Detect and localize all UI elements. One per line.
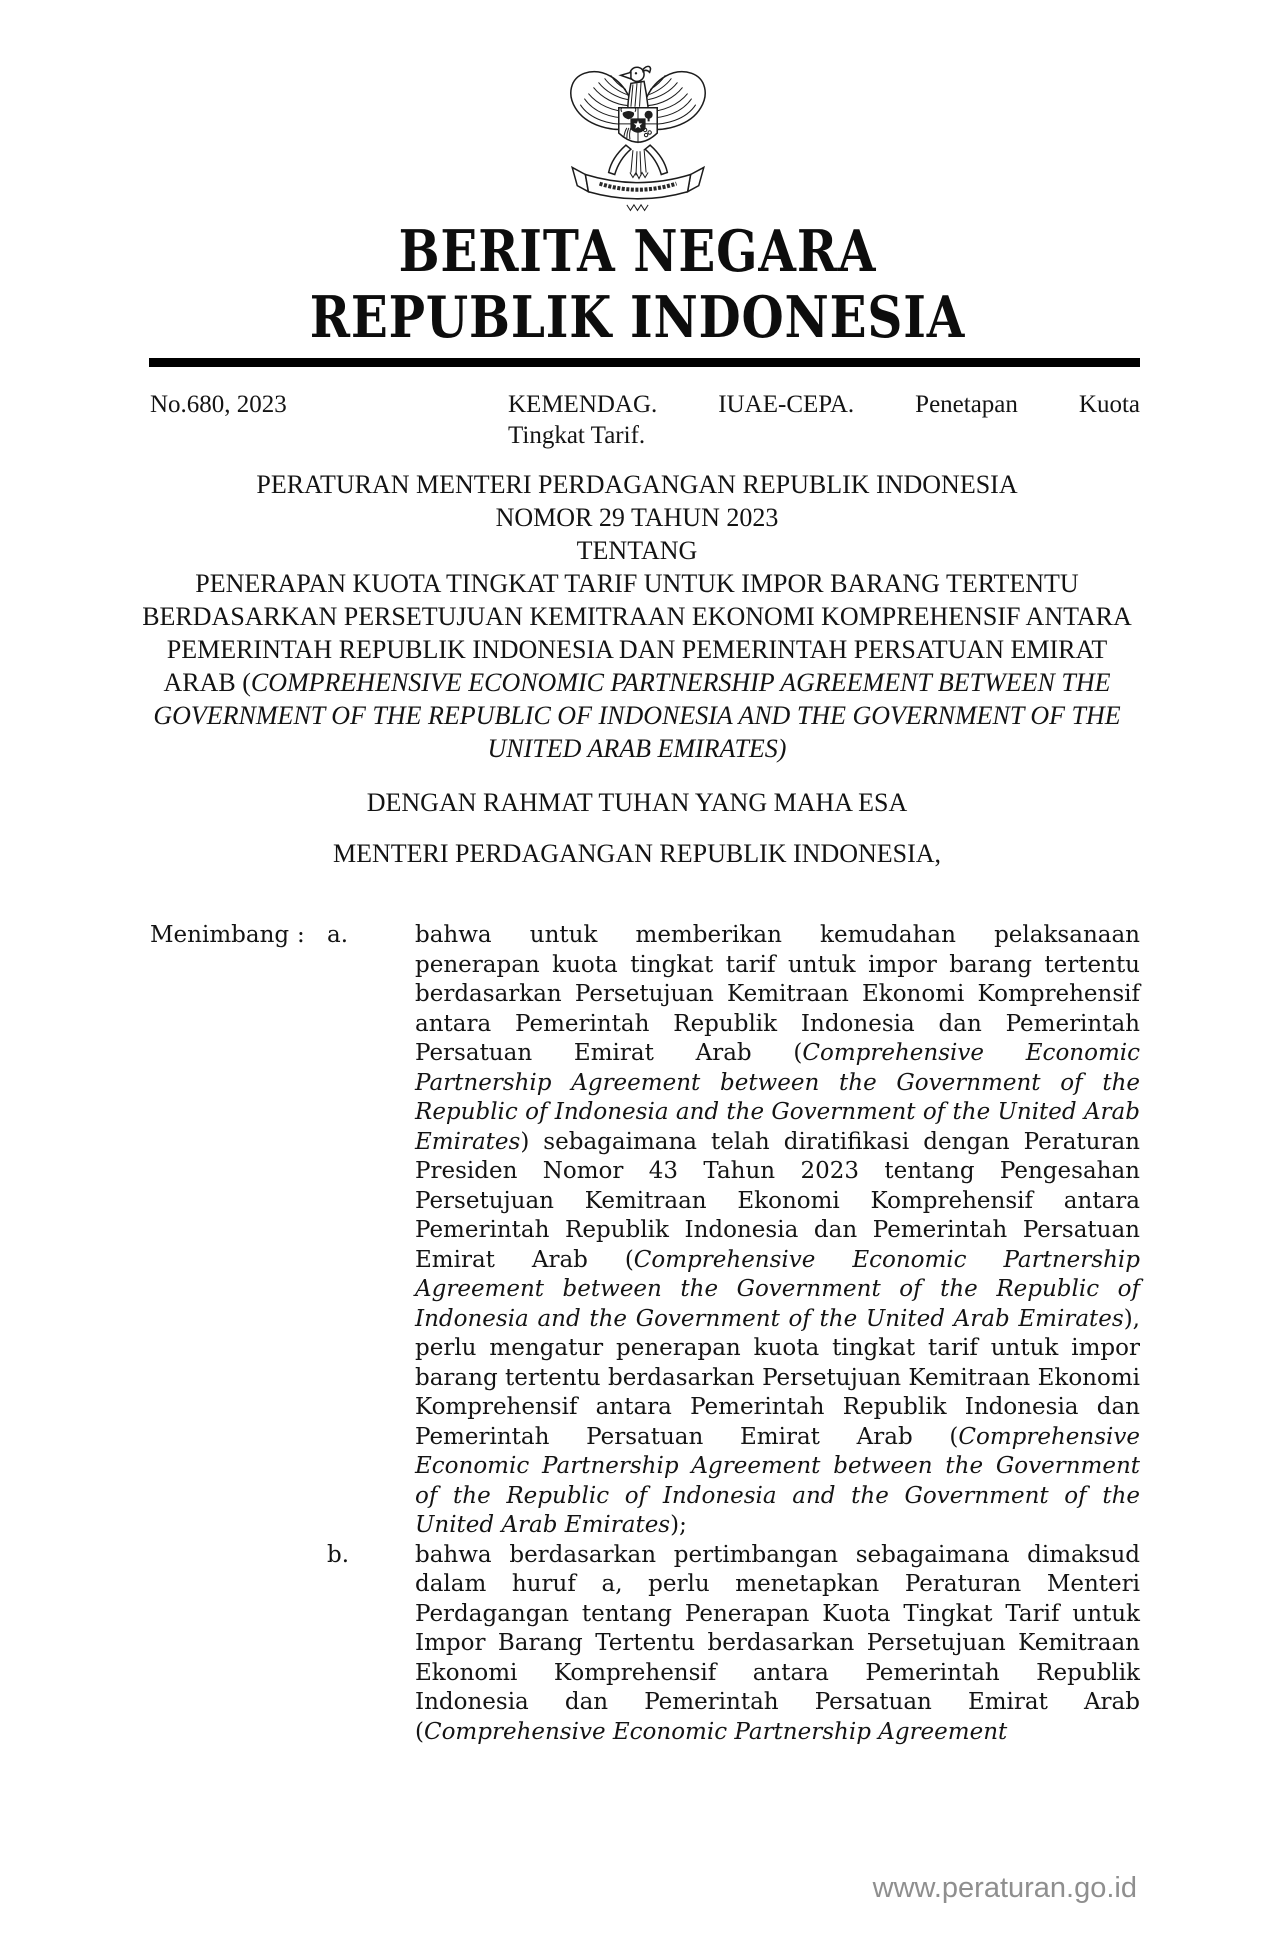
masthead-line-1: BERITA NEGARA xyxy=(398,218,877,285)
consideration-item xyxy=(327,921,1140,1541)
consideration-text: bahwa berdasarkan pertimbangan sebagaimana dimaksud dalam huruf a, perlu menetapkan Peraturan Menteri Perdagangan tentang Penerapan Kuota Tingkat Tarif untuk Impor Barang Tertentu berdasarkan Persetujuan Kemitraan Ekonomi Komprehensif antara Pemerintah Republik Indonesia dan Pemerintah Persatuan Emirat Arab (Comprehensive Economic Partnership Agreement xyxy=(415,1541,1140,1745)
consideration-letter: b. xyxy=(327,1541,350,1568)
decree-title-line-2: NOMOR 29 TAHUN 2023 xyxy=(495,503,779,532)
considerations-label: Menimbang xyxy=(150,922,290,948)
considerations-section xyxy=(150,921,1140,1747)
considerations-list xyxy=(327,921,1140,1747)
gazette-subject xyxy=(508,389,1140,451)
gazette-number: No.680, 2023 xyxy=(150,391,287,418)
decree-title-line-3: TENTANG xyxy=(576,536,698,565)
masthead-line-2: REPUBLIK INDONESIA xyxy=(309,284,966,351)
footer-url: www.peraturan.go.id xyxy=(872,1872,1137,1904)
decree-title-subject-italic: COMPREHENSIVE ECONOMIC PARTNERSHIP AGREEMENT BETWEEN THE GOVERNMENT OF THE REPUBLIC OF INDONESIA AND THE GOVERNMENT OF THE UNITED ARAB EMIRATES) xyxy=(153,668,1121,763)
consideration-item xyxy=(327,1541,1140,1748)
considerations-colon: : xyxy=(297,922,305,948)
garuda-pancasila-emblem xyxy=(557,48,719,215)
consideration-letter: a. xyxy=(327,922,349,948)
decree-title-subject xyxy=(137,567,1137,765)
gazette-subject-line-2: Tingkat Tarif. xyxy=(508,422,646,449)
decree-title-subject-plain: PENERAPAN KUOTA TINGKAT TARIF UNTUK IMPOR BARANG TERTENTU BERDASARKAN PERSETUJUAN KEMITRAAN EKONOMI KOMPREHENSIF ANTARA PEMERINTAH REPUBLIK INDONESIA DAN PEMERINTAH PERSATUAN EMIRAT ARAB ( xyxy=(142,569,1132,697)
masthead-rule xyxy=(149,358,1140,367)
invocation-line: DENGAN RAHMAT TUHAN YANG MAHA ESA xyxy=(366,788,908,817)
decree-title xyxy=(137,468,1137,765)
gazette-subject-line-1: KEMENDAG. IUAE-CEPA. Penetapan Kuota xyxy=(508,391,1140,418)
decree-title-line-1: PERATURAN MENTERI PERDAGANGAN REPUBLIK INDONESIA xyxy=(256,470,1018,499)
consideration-text: bahwa untuk memberikan kemudahan pelaksanaan penerapan kuota tingkat tarif untuk impor barang tertentu berdasarkan Persetujuan Kemitraan Ekonomi Komprehensif antara Pemerintah Republik Indonesia dan Pemerintah Persatuan Emirat Arab (Comprehensive Economic Partnership Agreement between the Government of the Republic of Indonesia and the Government of the United Arab Emirates) sebagaimana telah diratifikasi dengan Peraturan Presiden Nomor 43 Tahun 2023 tentang Pengesahan Persetujuan Kemitraan Ekonomi Komprehensif antara Pemerintah Republik Indonesia dan Pemerintah Persatuan Emirat Arab (Comprehensive Economic Partnership Agreement between the Government of the Republic of Indonesia and the Government of the United Arab Emirates), perlu mengatur penerapan kuota tingkat tarif untuk impor barang tertentu berdasarkan Persetujuan Kemitraan Ekonomi Komprehensif antara Pemerintah Republik Indonesia dan Pemerintah Persatuan Emirat Arab (Comprehensive Economic Partnership Agreement between the Government of the Republic of Indonesia and the Government of the United Arab Emirates); xyxy=(415,922,1140,1538)
authority-line: MENTERI PERDAGANGAN REPUBLIK INDONESIA, xyxy=(332,839,942,868)
